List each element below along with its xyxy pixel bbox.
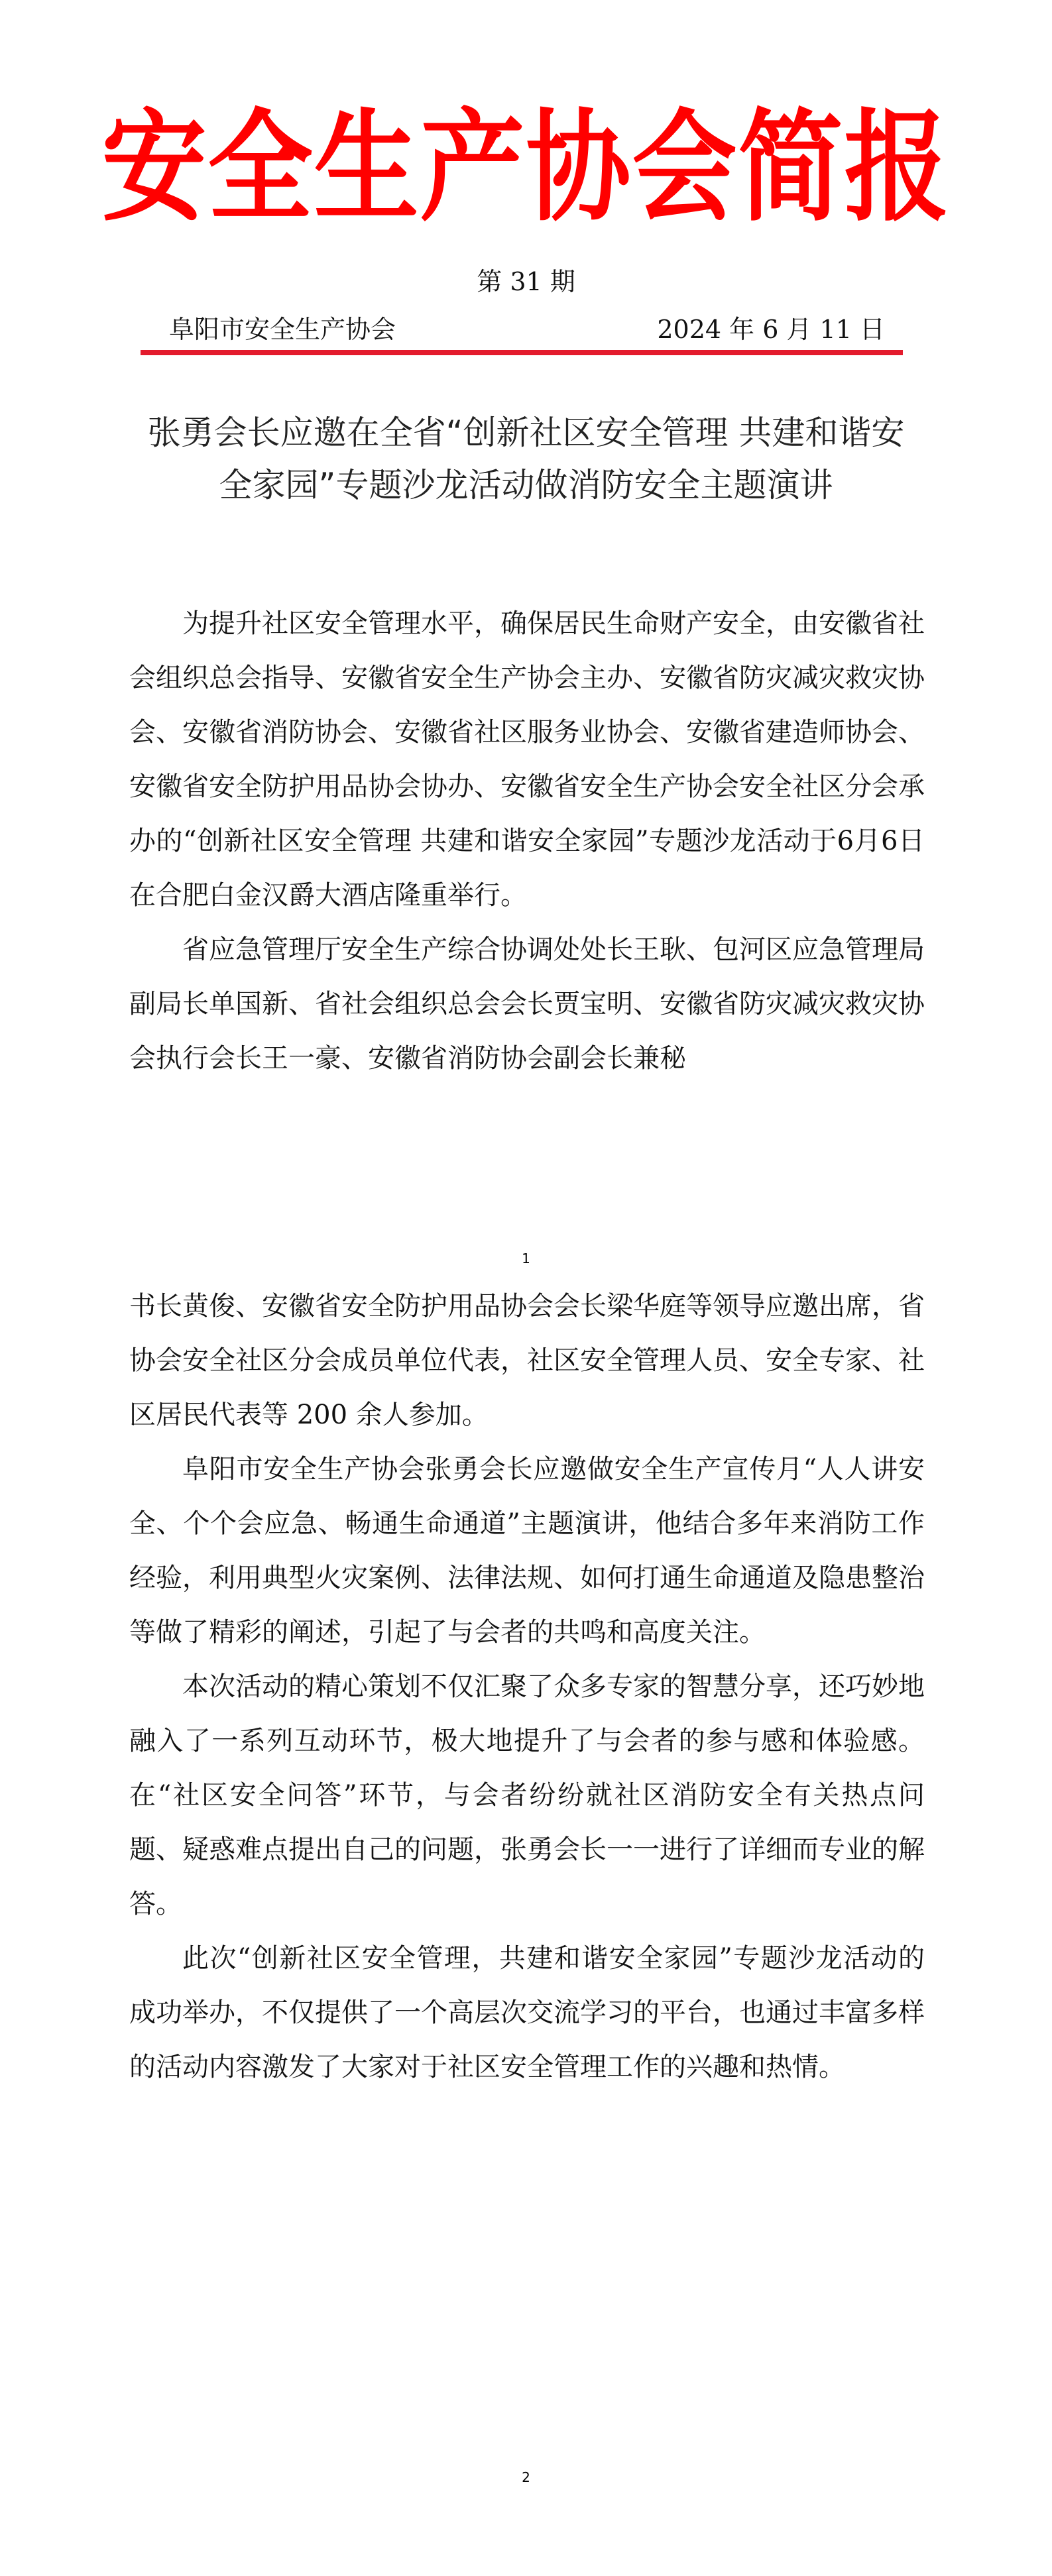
paragraph: 本次活动的精心策划不仅汇聚了众多专家的智慧分享，还巧妙地融入了一系列互动环节，极大地提升了与会者的参与感和体验感。在“社区安全问答”环节，与会者纷纷就社区消防安全有关热点问题、疑惑难点提出自己的问题，张勇会长一一进行了详细而专业的解答。 <box>129 1671 925 1919</box>
paragraph: 此次“创新社区安全管理，共建和谐安全家园”专题沙龙活动的成功举办，不仅提供了一个高层次交流学习的平台，也通过丰富多样的活动内容激发了大家对于社区安全管理工作的兴趣和热情。 <box>129 1943 925 2082</box>
issue-number: 第 31 期 <box>477 267 575 296</box>
organization-name: 阜阳市安全生产协会 <box>169 315 396 344</box>
paragraph-continuation: 书长黄俊、安徽省安全防护用品协会会长梁华庭等领导应邀出席，省协会安全社区分会成员单位代表，社区安全管理人员、安全专家、社区居民代表等 200 余人参加。 <box>129 1291 925 1430</box>
paragraph: 阜阳市安全生产协会张勇会长应邀做安全生产宣传月“人人讲安全、个个会应急、畅通生命通道”主题演讲，他结合多年来消防工作经验，利用典型火灾案例、法律法规、如何打通生命通道及隐患整治等做了精彩的阐述，引起了与会者的共鸣和高度关注。 <box>129 1454 925 1648</box>
page-number-2: 2 <box>522 2469 530 2485</box>
article-title: 张勇会长应邀在全省“创新社区安全管理 共建和谐安全家园”专题沙龙活动做消防安全主题演讲 <box>147 414 905 504</box>
publish-date: 2024 年 6 月 11 日 <box>657 315 885 344</box>
masthead: 安全生产协会简报 <box>101 97 951 239</box>
red-divider-rule <box>141 350 903 355</box>
article-body-page-1 <box>129 596 925 1086</box>
page-number-1: 1 <box>522 1251 530 1266</box>
paragraph: 为提升社区安全管理水平，确保居民生命财产安全，由安徽省社会组织总会指导、安徽省安全生产协会主办、安徽省防灾减灾救灾协会、安徽省消防协会、安徽省社区服务业协会、安徽省建造师协会、安徽省安全防护用品协会协办、安徽省安全生产协会安全社区分会承办的“创新社区安全管理 共建和谐安全家园”专题沙龙活动于6月6日在合肥白金汉爵大酒店隆重举行。 <box>129 608 925 911</box>
article-body-page-2 <box>129 1279 925 2094</box>
paragraph: 省应急管理厅安全生产综合协调处处长王耿、包河区应急管理局副局长单国新、省社会组织总会会长贾宝明、安徽省防灾减灾救灾协会执行会长王一豪、安徽省消防协会副会长兼秘 <box>129 934 925 1074</box>
